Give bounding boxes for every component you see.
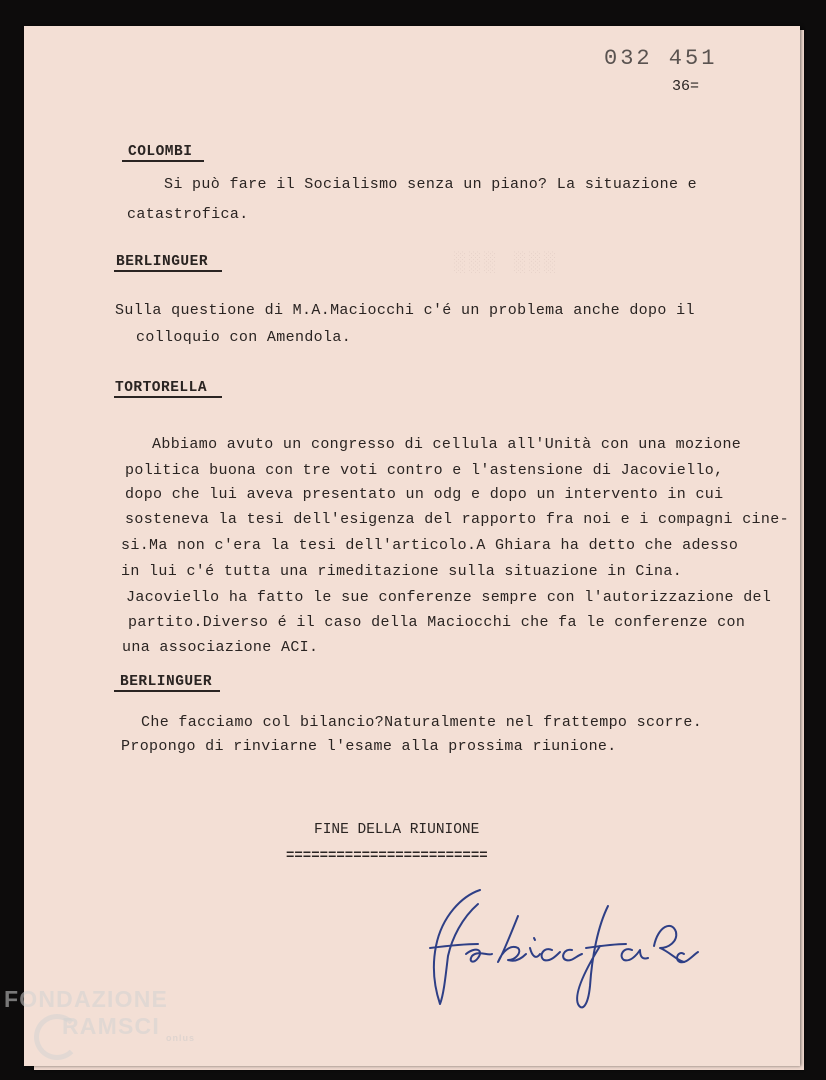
watermark-line2: RAMSCI — [62, 1013, 160, 1039]
closing-rule: ======================== — [286, 848, 488, 864]
document-number: 032 451 — [604, 46, 718, 71]
foundation-watermark-logo — [4, 988, 195, 1043]
text-line: Jacoviello ha fatto le sue conferenze sempre con l'autorizzazione del — [126, 589, 772, 606]
text-line: Propongo di rinviarne l'esame alla prossima riunione. — [121, 738, 617, 755]
show-through-text: ░░░ ░░░ — [454, 252, 560, 275]
watermark-g-emblem — [34, 1014, 80, 1060]
closing-line: FINE DELLA RIUNIONE — [314, 822, 480, 838]
speaker-heading: COLOMBI — [128, 144, 193, 160]
heading-underline — [114, 396, 222, 398]
speaker-heading: BERLINGUER — [120, 674, 213, 690]
text-line: in lui c'é tutta una rimeditazione sulla situazione in Cina. — [121, 563, 683, 580]
watermark-line1: FONDAZIONE — [4, 986, 169, 1012]
page-number: 36= — [672, 78, 700, 95]
text-line: dopo che lui aveva presentato un odg e dopo un intervento in cui — [125, 486, 724, 503]
text-line: Si può fare il Socialismo senza un piano? La situazione e — [164, 176, 698, 193]
text-line: Sulla questione di M.A.Maciocchi c'é un problema anche dopo il — [115, 302, 695, 319]
text-line: Che facciamo col bilancio?Naturalmente nel frattempo scorre. — [141, 714, 703, 731]
handwritten-signature — [422, 876, 702, 1021]
speaker-heading: TORTORELLA — [115, 380, 208, 396]
document-page — [24, 26, 800, 1066]
speaker-heading: BERLINGUER — [116, 254, 209, 270]
heading-underline — [114, 270, 222, 272]
watermark-line3: onlus — [166, 1033, 195, 1043]
heading-underline — [114, 690, 220, 692]
text-line: politica buona con tre voti contro e l'astensione di Jacoviello, — [125, 462, 724, 479]
text-line: una associazione ACI. — [122, 639, 319, 656]
text-line: partito.Diverso é il caso della Maciocchi che fa le conferenze con — [128, 614, 746, 631]
text-line: si.Ma non c'era la tesi dell'articolo.A Ghiara ha detto che adesso — [121, 537, 739, 554]
text-line: sosteneva la tesi dell'esigenza del rapporto fra noi e i compagni cine- — [125, 511, 789, 528]
text-line: Abbiamo avuto un congresso di cellula all'Unità con una mozione — [152, 436, 742, 453]
text-line: colloquio con Amendola. — [136, 329, 352, 346]
text-line: catastrofica. — [127, 206, 249, 223]
heading-underline — [122, 160, 204, 162]
